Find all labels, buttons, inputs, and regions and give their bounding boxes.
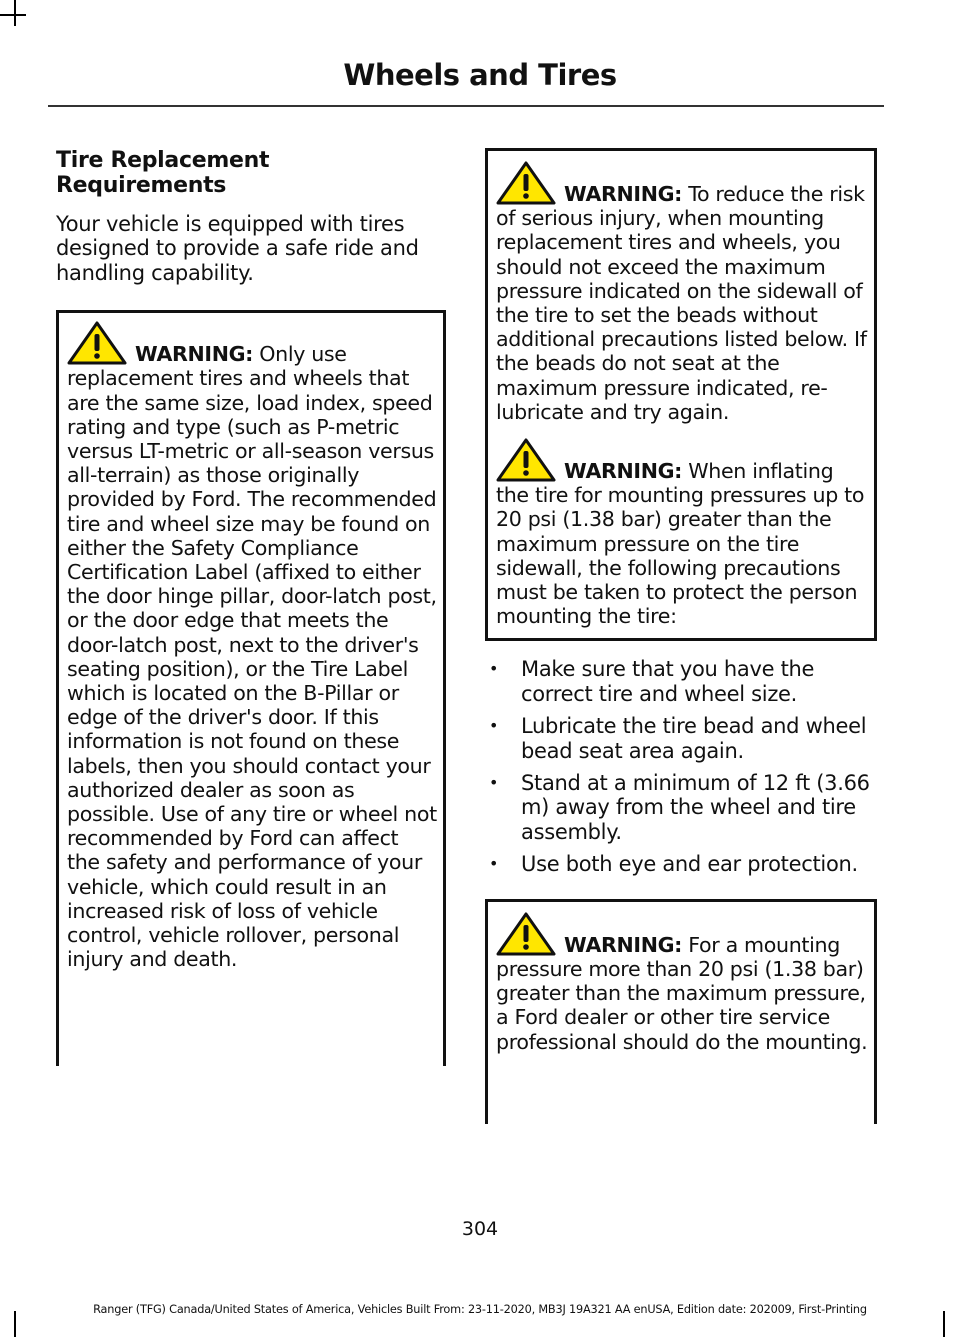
warning-triangle-icon bbox=[496, 438, 556, 482]
header-divider bbox=[48, 105, 884, 107]
list-item: • Use both eye and ear protection. bbox=[489, 852, 858, 877]
warning-label: WARNING: bbox=[564, 932, 683, 957]
bullet-icon: • bbox=[489, 854, 499, 874]
page-number: 304 bbox=[461, 1218, 499, 1240]
warning-label: WARNING: bbox=[564, 459, 683, 484]
warning-label: WARNING: bbox=[564, 182, 683, 206]
bullet-icon: • bbox=[489, 716, 499, 736]
warning-box bbox=[485, 148, 877, 641]
list-item: • Stand at a minimum of 12 ft (3.66 m) away from the wheel and tire assembly. bbox=[489, 771, 870, 844]
warning-triangle-icon bbox=[496, 161, 556, 205]
warning-triangle-icon bbox=[496, 912, 556, 956]
bullet-icon: • bbox=[489, 773, 499, 793]
intro-paragraph: Your vehicle is equipped with tires designed to provide a safe ride and handling capability. bbox=[56, 212, 419, 285]
warning-triangle-icon bbox=[67, 321, 127, 365]
warning-body: When inflating the tire for mounting pressures up to 20 psi (1.38 bar) greater than the maximum pressure on the tire sidewall, the following precautions must be taken to protect the person mounting the tire: bbox=[496, 459, 865, 629]
bullet-icon: • bbox=[489, 659, 499, 679]
warning-body: To reduce the risk of serious injury, when mounting replacement tires and wheels, you should not exceed the maximum pressure indicated on the sidewall of the tire to set the beads without additional precautions listed below. If the beads do not seat at the maximum pressure indicated, re-lubricate and try again. bbox=[496, 182, 867, 424]
warning-body: Only use replacement tires and wheels that are the same size, load index, speed rating and type (such as P-metric versus LT-metric or all-season versus all-terrain) as those originally provided by Ford. The recommended tire and wheel size may be found on either the Safety Compliance Certification Label (affixed to either the door hinge pillar, door-latch post, or the door edge that meets the door-latch post, next to the driver's seating position), or the Tire Label which is located on the B-Pillar or edge of the driver's door. If this information is not found on these labels, then you should contact your authorized dealer as soon as possible. Use of any tire or wheel not recommended by Ford can affect the safety and performance of your vehicle, which could result in an increased risk of loss of vehicle control, vehicle rollover, personal injury and death. bbox=[67, 342, 437, 972]
warning-text bbox=[67, 321, 437, 971]
right-column bbox=[485, 148, 877, 1124]
warning-text bbox=[496, 912, 868, 1054]
warning-text bbox=[496, 438, 868, 628]
footer-text: Ranger (TFG) Canada/United States of America, Vehicles Built From: 23-11-2020, MB3J 19A321 AA enUSA, Edition date: 202009, First-Printing bbox=[93, 1303, 867, 1316]
precautions-list bbox=[485, 657, 877, 876]
warning-text bbox=[496, 161, 868, 424]
warning-box bbox=[485, 899, 877, 1124]
left-column bbox=[56, 148, 446, 1066]
section-heading: Tire Replacement Requirements bbox=[56, 148, 270, 198]
warning-label: WARNING: bbox=[135, 342, 254, 367]
warning-body: For a mounting pressure more than 20 psi (1.38 bar) greater than the maximum pressure, a Ford dealer or other tire service professional should do the mounting. bbox=[496, 932, 868, 1054]
list-item: • Lubricate the tire bead and wheel bead seat area again. bbox=[489, 714, 867, 763]
warning-box bbox=[56, 310, 446, 1066]
page-title: Wheels and Tires bbox=[343, 58, 617, 92]
crop-mark bbox=[14, 0, 16, 26]
crop-mark bbox=[0, 14, 26, 16]
list-item: • Make sure that you have the correct tire and wheel size. bbox=[489, 657, 815, 706]
